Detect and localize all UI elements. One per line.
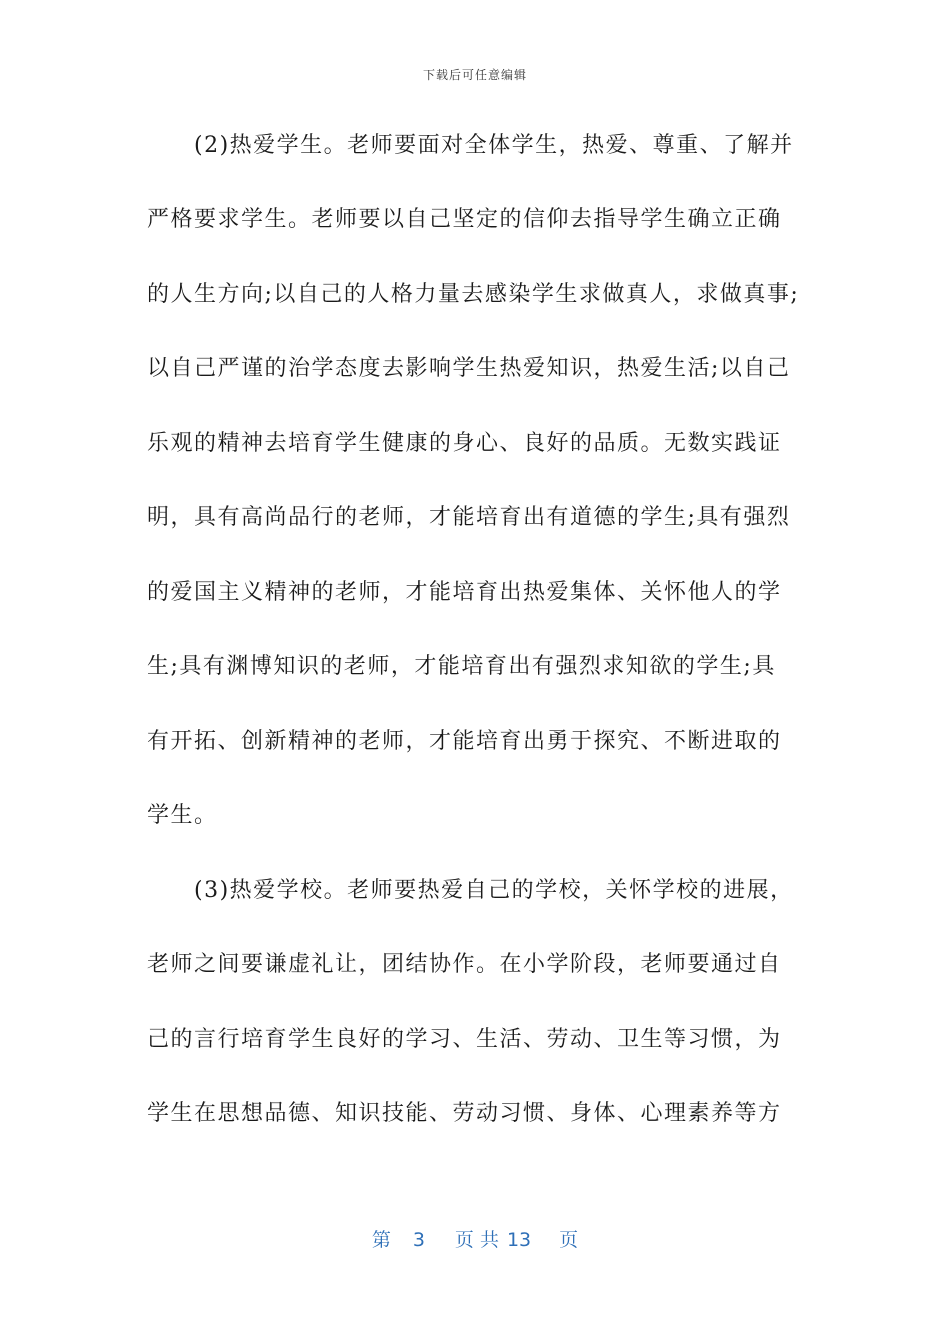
paragraph-line: 以自己严谨的治学态度去影响学生热爱知识，热爱生活;以自己 — [147, 356, 791, 381]
footer-prefix: 第 — [371, 1229, 391, 1251]
paragraph-line: 学生在思想品德、知识技能、劳动习惯、身体、心理素养等方 — [147, 1101, 782, 1126]
page-header: 下载后可任意编辑 — [422, 68, 527, 82]
page-footer — [0, 1225, 950, 1252]
paragraph-line: (2)热爱学生。老师要面对全体学生，热爱、尊重、了解并 — [194, 133, 794, 158]
paragraph-line: 明，具有高尚品行的老师，才能培育出有道德的学生;具有强烈 — [147, 505, 791, 530]
footer-page-number: 3 — [412, 1229, 425, 1251]
paragraph-line: 老师之间要谦虚礼让，团结协作。在小学阶段，老师要通过自 — [147, 952, 782, 977]
paragraph-line: 严格要求学生。老师要以自己坚定的信仰去指导学生确立正确 — [147, 207, 782, 232]
paragraph-line: (3)热爱学校。老师要热爱自己的学校，关怀学校的进展， — [194, 878, 794, 903]
paragraph-line: 的爱国主义精神的老师，才能培育出热爱集体、关怀他人的学 — [147, 580, 782, 605]
paragraph-line: 乐观的精神去培育学生健康的身心、良好的品质。无数实践证 — [147, 431, 782, 456]
paragraph-line: 己的言行培育学生良好的学习、生活、劳动、卫生等习惯，为 — [147, 1027, 782, 1052]
footer-suffix: 页 — [559, 1229, 579, 1251]
paragraph-line: 有开拓、创新精神的老师，才能培育出勇于探究、不断进取的 — [147, 729, 782, 754]
paragraph-line: 的人生方向;以自己的人格力量去感染学生求做真人，求做真事; — [147, 282, 800, 307]
paragraph-line: 学生。 — [147, 803, 218, 828]
footer-total-pages: 13 — [506, 1229, 532, 1251]
paragraph-line: 生;具有渊博知识的老师，才能培育出有强烈求知欲的学生;具 — [147, 654, 776, 679]
footer-middle: 页 共 — [454, 1229, 499, 1251]
